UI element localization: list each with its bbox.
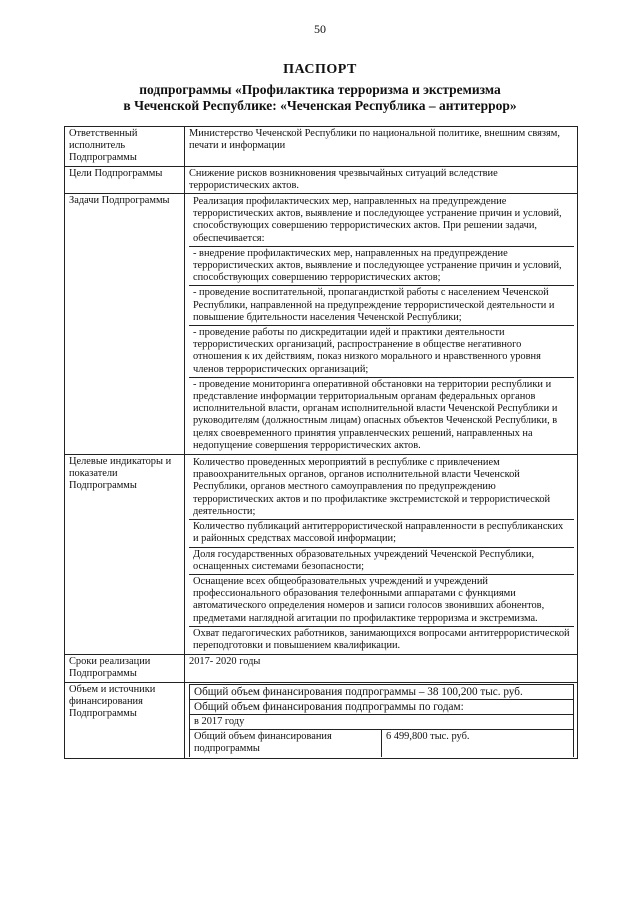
indicator-paragraph: Оснащение всех общеобразовательных учреждений и учреждений профессионального образования телефонными аппаратами с функциями автоматического определения номеров и записи голосов звонивших абонентов, предметами наглядной агитации по профилактике терроризма и экстремизма.: [189, 574, 574, 626]
terms-label: Сроки реализации Подпрограммы: [65, 655, 185, 682]
subtitle-line-1: подпрограммы «Профилактика терроризма и экстремизма: [139, 82, 501, 97]
tasks-value: [185, 194, 578, 455]
row-indicators: [65, 455, 578, 655]
document-subtitle: [90, 82, 550, 114]
financing-year-2017: в 2017 году: [190, 714, 574, 729]
tasks-label: Задачи Подпрограммы: [65, 194, 185, 455]
financing-by-years: Общий объем финансирования подпрограммы по годам:: [190, 699, 574, 714]
indicator-paragraph: Доля государственных образовательных учреждений Чеченской Республики, оснащенных системами безопасности;: [189, 547, 574, 574]
financing-total: Общий объем финансирования подпрограммы – 38 100,200 тыс. руб.: [190, 684, 574, 699]
tasks-paragraph: Реализация профилактических мер, направленных на предупреждение террористических актов, выявление и последующее устранение причин и условий, способствующих совершению террористических актов. При решении задачи, обеспечивается:: [193, 196, 562, 244]
passport-table: [64, 126, 578, 759]
goals-value: Снижение рисков возникновения чрезвычайных ситуаций вследствие террористических актов.: [185, 166, 578, 193]
financing-subtotal-label: Общий объем финансирования подпрограммы: [190, 730, 382, 757]
goals-label: Цели Подпрограммы: [65, 166, 185, 193]
financing-label: Объем и источники финансирования Подпрограммы: [65, 682, 185, 758]
subtitle-line-2: в Чеченской Республике: «Чеченская Республика – антитеррор»: [123, 98, 517, 113]
tasks-paragraph: - проведение работы по дискредитации идей и практики деятельности террористических организаций, распространение в обществе негативного отношения к их действиям, показ низкого морального и нравственного уровня членов террористических организаций;: [189, 325, 574, 377]
financing-subtotal-value: 6 499,800 тыс. руб.: [382, 730, 574, 757]
tasks-paragraph: - проведение мониторинга оперативной обстановки на территории республики и представление информации территориальным органам федеральных органов исполнительной власти, органам исполнительной власти Чеченской Республики и руководителям (должностным лицам) опасных объектов Чеченской Республики, в целях своевременного принятия управленческих решений, направленных на недопущение совершения террористических актов.: [189, 377, 574, 453]
tasks-paragraph: - проведение воспитательной, пропагандисткой работы с населением Чеченской Республики, направленной на предупреждение террористической деятельности и повышение бдительности населения Чеченской Республики;: [189, 285, 574, 325]
row-responsible: [65, 127, 578, 167]
row-tasks: [65, 194, 578, 455]
responsible-label: Ответственный исполнитель Подпрограммы: [65, 127, 185, 167]
indicators-label: Целевые индикаторы и показатели Подпрограммы: [65, 455, 185, 655]
financing-inner-table: [189, 684, 574, 757]
document-title: ПАСПОРТ: [283, 62, 357, 77]
financing-value: [185, 682, 578, 758]
indicator-paragraph: Количество публикаций антитеррористической направленности в республиканских и районных средствах массовой информации;: [189, 519, 574, 546]
row-terms: [65, 655, 578, 682]
responsible-value: Министерство Чеченской Республики по национальной политике, внешним связям, печати и информации: [185, 127, 578, 167]
indicator-paragraph: Количество проведенных мероприятий в республике с привлечением правоохранительных органов, органов исполнительной власти Чеченской Республики, органов местного самоуправления по предупреждению террористических актов и по профилактике экстремистской и террористической деятельности;: [193, 457, 551, 517]
row-financing: [65, 682, 578, 758]
row-goals: [65, 166, 578, 193]
page-number: 50: [314, 22, 326, 36]
indicators-value: [185, 455, 578, 655]
terms-value: 2017- 2020 годы: [185, 655, 578, 682]
indicator-paragraph: Охват педагогических работников, занимающихся вопросами антитеррористической переподготовки и повышением квалификации.: [189, 626, 574, 653]
tasks-paragraph: - внедрение профилактических мер, направленных на предупреждение террористических актов, выявление и последующее устранение причин и условий, способствующих совершению террористических актов;: [189, 246, 574, 286]
